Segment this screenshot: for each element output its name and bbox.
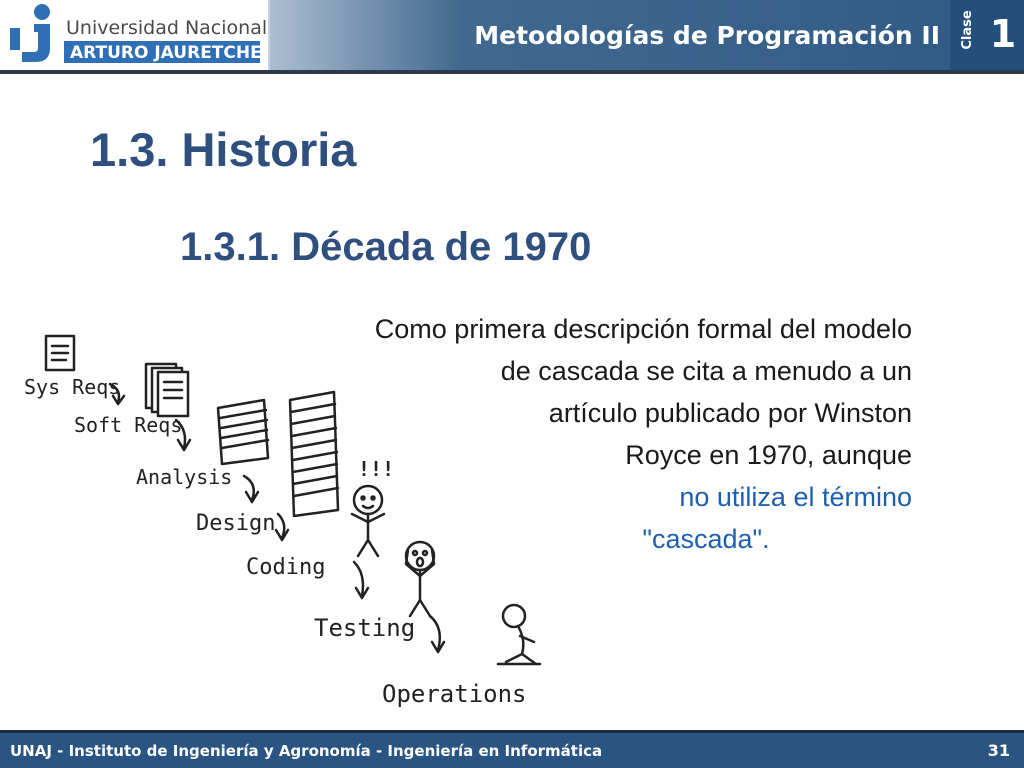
document-stack-icon xyxy=(146,364,188,416)
highlight-line: "cascada". xyxy=(642,524,770,554)
stage-label: Sys Reqs xyxy=(24,375,121,399)
slide-subtitle: 1.3.1. Década de 1970 xyxy=(180,225,592,269)
slide-header xyxy=(0,0,1024,70)
stage-label: Design xyxy=(196,511,276,536)
unaj-logo-icon xyxy=(0,0,268,70)
stage-label: Soft Reqs xyxy=(74,413,183,437)
body-line: Royce en 1970, aunque xyxy=(625,440,912,470)
university-logo xyxy=(0,0,270,70)
header-divider xyxy=(0,70,1024,74)
stage-label: Testing xyxy=(314,614,416,642)
collapsed-figure-icon xyxy=(498,605,540,664)
clase-label: Clase xyxy=(960,10,975,50)
page-number: 31 xyxy=(987,741,1010,760)
stage-label: Coding xyxy=(246,555,326,580)
slide-title: 1.3. Historia xyxy=(90,123,357,176)
university-name-line2: ARTURO JAURETCHE xyxy=(70,43,262,63)
clase-number: 1 xyxy=(989,12,1017,56)
stage-label: Operations xyxy=(382,680,527,708)
body-line: Como primera descripción formal del modelo xyxy=(374,314,912,344)
highlight-line: no utiliza el término xyxy=(679,482,912,512)
stage-label: Analysis xyxy=(136,465,233,489)
course-title: Metodologías de Programación II xyxy=(474,21,940,50)
footer-institution: UNAJ - Instituto de Ingeniería y Agronomía - Ingeniería en Informática xyxy=(10,742,603,760)
slide-footer xyxy=(0,730,1024,768)
exclamation-marks: !!! xyxy=(358,457,395,481)
body-line: de cascada se cita a menudo a un xyxy=(500,356,912,386)
document-icon xyxy=(46,336,74,370)
slide-body xyxy=(210,308,912,560)
university-name-line1: Universidad Nacional xyxy=(66,17,268,39)
body-line: artículo publicado por Winston xyxy=(548,398,912,428)
